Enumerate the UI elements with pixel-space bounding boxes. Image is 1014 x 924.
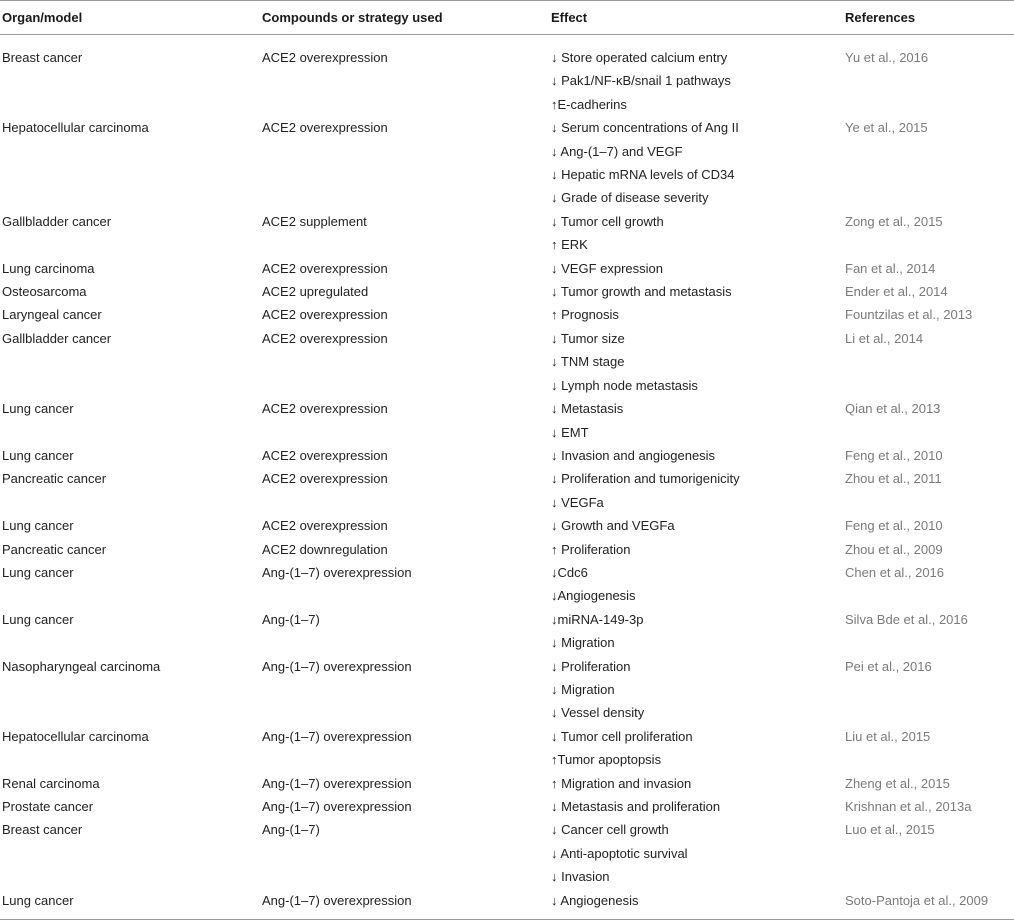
cell-strategy: Ang-(1–7) overexpression xyxy=(262,775,412,791)
cell-organ: Breast cancer xyxy=(2,822,83,838)
cell-strategy: ACE2 overexpression xyxy=(262,330,388,346)
table-row xyxy=(0,210,1014,257)
cell-effect xyxy=(549,561,843,608)
table-header xyxy=(0,1,1014,35)
cell-effect xyxy=(549,795,843,818)
cell-strategy: ACE2 overexpression xyxy=(262,471,388,487)
effect-line: ↓Cdc6 xyxy=(551,564,588,580)
cell-strategy: ACE2 overexpression xyxy=(262,307,388,323)
table-row xyxy=(0,725,1014,772)
effect-line: ↓ Store operated calcium entry xyxy=(551,50,728,65)
effect-line: ↓ Invasion xyxy=(551,869,610,885)
effect-line: ↓ Serum concentrations of Ang II xyxy=(551,120,739,136)
cell-reference: Feng et al., 2010 xyxy=(845,447,943,463)
table-body xyxy=(0,35,1014,920)
table-row xyxy=(0,538,1014,561)
cell-reference: Zhou et al., 2011 xyxy=(845,471,942,487)
cell-organ: Lung cancer xyxy=(2,611,74,627)
header-row xyxy=(0,1,1014,35)
cell-organ: Hepatocellular carcinoma xyxy=(2,728,149,744)
effect-line: ↑E-cadherins xyxy=(551,96,627,112)
effect-line: ↑ Prognosis xyxy=(551,307,619,323)
effect-line: ↓ Cancer cell growth xyxy=(551,822,669,838)
effect-line: ↓ Angiogenesis xyxy=(551,892,639,908)
cell-reference: Zhou et al., 2009 xyxy=(845,541,943,557)
table-row xyxy=(0,280,1014,303)
cell-effect xyxy=(549,257,843,280)
cell-organ: Pancreatic cancer xyxy=(2,471,107,487)
cell-strategy: Ang-(1–7) overexpression xyxy=(262,564,412,580)
header-strategy: Compounds or strategy used xyxy=(260,1,549,35)
header-references: References xyxy=(843,1,1014,35)
cell-effect xyxy=(549,514,843,537)
cell-organ: Osteosarcoma xyxy=(2,284,87,300)
cell-effect xyxy=(549,608,843,655)
effect-line: ↓ Proliferation and tumorigenicity xyxy=(551,471,740,487)
cell-organ: Lung cancer xyxy=(0,889,260,920)
cell-reference: Fan et al., 2014 xyxy=(845,260,936,276)
table-row xyxy=(0,257,1014,280)
effect-line: ↑Tumor apoptopsis xyxy=(551,752,662,768)
effect-line: ↑ Migration and invasion xyxy=(551,775,692,791)
cell-organ: Gallbladder cancer xyxy=(2,213,112,229)
cell-strategy: Ang-(1–7) xyxy=(262,611,320,627)
effect-line: ↓ EMT xyxy=(551,424,589,440)
cell-organ: Hepatocellular carcinoma xyxy=(2,120,149,136)
effect-line: ↓miRNA-149-3p xyxy=(551,611,644,627)
table-row xyxy=(0,397,1014,444)
cell-effect xyxy=(549,538,843,561)
cell-strategy: Ang-(1–7) overexpression xyxy=(260,889,549,920)
table-row xyxy=(0,772,1014,795)
cell-reference: Qian et al., 2013 xyxy=(845,401,941,417)
cell-strategy: Ang-(1–7) overexpression xyxy=(262,658,412,674)
cell-reference: Chen et al., 2016 xyxy=(845,564,945,580)
cell-reference: Silva Bde et al., 2016 xyxy=(845,611,968,627)
effect-line: ↓ VEGF expression xyxy=(551,260,663,276)
cell-effect xyxy=(549,725,843,772)
table-row xyxy=(0,655,1014,725)
effect-line: ↑ Proliferation xyxy=(551,541,631,557)
effect-line: ↓ Metastasis and proliferation xyxy=(551,799,721,814)
cell-strategy: ACE2 overexpression xyxy=(262,120,388,136)
cell-effect xyxy=(549,889,843,920)
table-row xyxy=(0,514,1014,537)
table-row xyxy=(0,116,1014,210)
effect-line: ↓ Tumor growth and metastasis xyxy=(551,284,732,300)
cell-effect xyxy=(549,397,843,444)
cell-reference: Krishnan et al., 2013a xyxy=(845,799,972,814)
effect-line: ↓ Growth and VEGFa xyxy=(551,518,675,534)
cell-effect xyxy=(549,818,843,888)
cell-reference: Liu et al., 2015 xyxy=(845,728,931,744)
cell-effect xyxy=(549,444,843,467)
effect-line: ↓ Vessel density xyxy=(551,705,645,721)
effect-line: ↓ Metastasis xyxy=(551,401,624,417)
cell-reference: Zong et al., 2015 xyxy=(845,213,943,229)
table-row xyxy=(0,35,1014,117)
table-row xyxy=(0,303,1014,326)
cell-reference: Fountzilas et al., 2013 xyxy=(845,307,973,323)
table-row xyxy=(0,889,1014,920)
cell-strategy: ACE2 downregulation xyxy=(262,541,388,557)
cell-strategy: ACE2 overexpression xyxy=(262,401,388,417)
effect-line: ↓ VEGFa xyxy=(551,494,604,510)
table-row xyxy=(0,444,1014,467)
cell-reference: Zheng et al., 2015 xyxy=(845,775,950,791)
cell-organ: Prostate cancer xyxy=(2,799,94,814)
cell-reference: Ye et al., 2015 xyxy=(845,120,928,136)
cell-reference: Luo et al., 2015 xyxy=(845,822,935,838)
effect-line: ↓ Migration xyxy=(551,681,615,697)
cell-effect xyxy=(549,772,843,795)
cell-effect xyxy=(549,467,843,514)
cell-organ: Nasopharyngeal carcinoma xyxy=(2,658,161,674)
cell-effect xyxy=(549,327,843,397)
cell-strategy: ACE2 supplement xyxy=(262,213,367,229)
header-effect: Effect xyxy=(549,1,843,35)
effect-line: ↓ Pak1/NF-κB/snail 1 pathways xyxy=(551,73,731,89)
cell-organ: Renal carcinoma xyxy=(2,775,100,791)
header-organ: Organ/model xyxy=(0,1,260,35)
cell-strategy: ACE2 overexpression xyxy=(262,447,388,463)
effect-line: ↓ TNM stage xyxy=(551,354,625,370)
cell-strategy: Ang-(1–7) overexpression xyxy=(262,728,412,744)
effect-line: ↓ Ang-(1–7) and VEGF xyxy=(551,143,683,159)
cell-strategy: ACE2 overexpression xyxy=(262,518,388,534)
cell-organ: Lung carcinoma xyxy=(2,260,95,276)
cell-strategy: ACE2 upregulated xyxy=(262,284,369,300)
cell-reference: Li et al., 2014 xyxy=(845,330,924,346)
cell-effect xyxy=(549,35,843,117)
table-row xyxy=(0,608,1014,655)
cell-organ: Lung cancer xyxy=(2,447,74,463)
cell-organ: Lung cancer xyxy=(2,401,74,417)
cell-organ: Breast cancer xyxy=(2,50,83,65)
cell-strategy: Ang-(1–7) overexpression xyxy=(262,799,412,814)
cell-effect xyxy=(549,280,843,303)
cell-strategy: ACE2 overexpression xyxy=(262,50,388,65)
effect-line: ↑ ERK xyxy=(551,237,588,253)
cell-effect xyxy=(549,303,843,326)
table-row xyxy=(0,327,1014,397)
cell-effect xyxy=(549,655,843,725)
cell-organ: Lung cancer xyxy=(2,564,74,580)
table-row xyxy=(0,561,1014,608)
table-row xyxy=(0,795,1014,818)
cell-organ: Gallbladder cancer xyxy=(2,330,112,346)
cell-reference: Yu et al., 2016 xyxy=(845,50,929,65)
effect-line: ↓ Anti-apoptotic survival xyxy=(551,845,688,861)
effect-line: ↓ Invasion and angiogenesis xyxy=(551,447,716,463)
table-row xyxy=(0,467,1014,514)
cell-reference: Ender et al., 2014 xyxy=(845,284,948,300)
effect-line: ↓ Tumor size xyxy=(551,330,625,346)
effect-line: ↓ Tumor cell growth xyxy=(551,213,664,229)
cell-organ: Lung cancer xyxy=(2,518,74,534)
cell-organ: Laryngeal cancer xyxy=(2,307,102,323)
cell-reference: Feng et al., 2010 xyxy=(845,518,943,534)
cell-organ: Pancreatic cancer xyxy=(2,541,107,557)
cell-strategy: Ang-(1–7) xyxy=(262,822,320,838)
effect-line: ↓Angiogenesis xyxy=(551,588,636,604)
effect-line: ↓ Migration xyxy=(551,635,615,651)
effect-line: ↓ Hepatic mRNA levels of CD34 xyxy=(551,167,735,183)
effect-line: ↓ Tumor cell proliferation xyxy=(551,728,693,744)
effect-line: ↓ Lymph node metastasis xyxy=(551,377,698,393)
effect-line: ↓ Grade of disease severity xyxy=(551,190,709,206)
cell-effect xyxy=(549,116,843,210)
effect-line: ↓ Proliferation xyxy=(551,658,631,674)
cell-effect xyxy=(549,210,843,257)
cell-reference: Pei et al., 2016 xyxy=(845,658,932,674)
cell-reference: Soto-Pantoja et al., 2009 xyxy=(843,889,1014,920)
table-row xyxy=(0,818,1014,888)
cell-strategy: ACE2 overexpression xyxy=(262,260,388,276)
